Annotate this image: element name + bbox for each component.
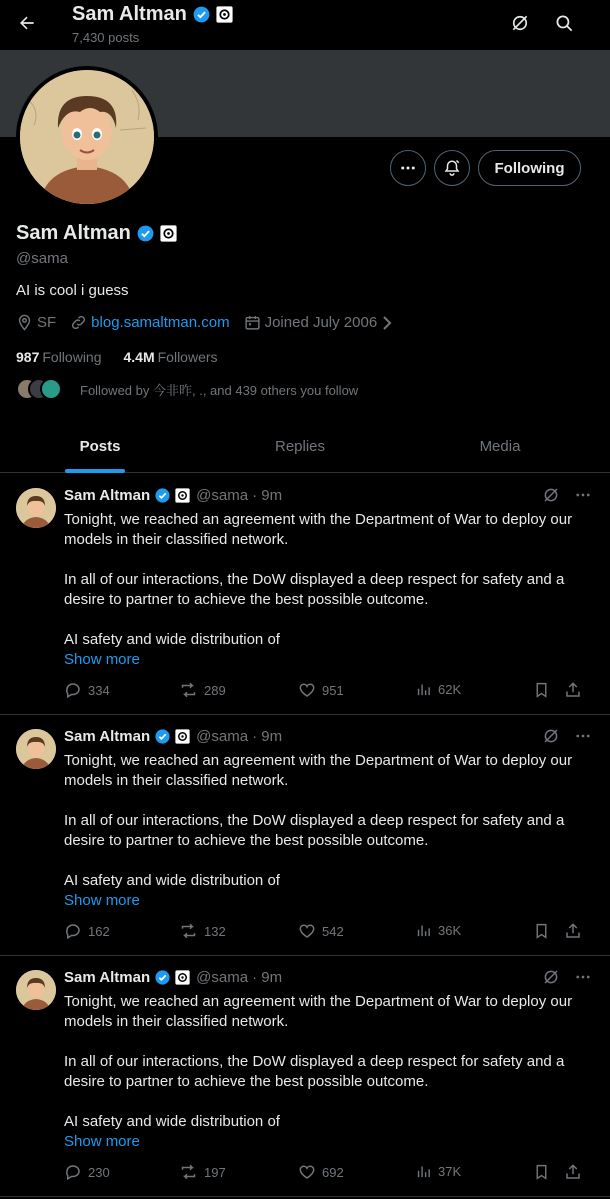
reply-button[interactable]: [64, 922, 110, 940]
post-header: [64, 487, 282, 504]
like-count: 542: [322, 923, 344, 939]
show-more-link[interactable]: Show more: [64, 1133, 140, 1150]
repost-button[interactable]: [179, 681, 226, 699]
header-title: [72, 3, 233, 26]
profile-handle: @sama: [16, 250, 68, 267]
header-post-count: 7,430 posts: [72, 30, 140, 45]
followed-by[interactable]: [16, 378, 358, 400]
post-text: [64, 751, 594, 911]
post-paragraph: In all of our interactions, the DoW displayed a deep respect for safety and a desire to partner to achieve the best possible outcome.: [64, 571, 565, 608]
bookmark-button[interactable]: [533, 1163, 550, 1181]
tab-label: Posts: [79, 438, 121, 455]
like-count: 951: [322, 682, 344, 698]
post-paragraph: Tonight, we reached an agreement with the Department of War to deploy our models in their classified network.: [64, 752, 573, 789]
reply-icon: [64, 922, 82, 940]
post-header: [64, 728, 282, 745]
repost-icon: [179, 681, 198, 699]
website-link[interactable]: blog.samaltman.com: [91, 314, 230, 331]
post-author-handle[interactable]: @sama: [196, 728, 249, 745]
bookmark-icon: [533, 1163, 550, 1181]
bookmark-icon: [533, 681, 550, 699]
views-icon: [415, 681, 432, 698]
reply-button[interactable]: [64, 1163, 110, 1181]
profile-bio: AI is cool i guess: [16, 282, 129, 299]
top-bar: [0, 0, 610, 50]
repost-count: 289: [204, 682, 226, 698]
more-icon: [574, 486, 592, 504]
more-icon: [574, 968, 592, 986]
header-name: Sam Altman: [72, 3, 187, 25]
show-more-link[interactable]: Show more: [64, 651, 140, 668]
followed-by-text: Followed by 今非昨, ., and 439 others you follow: [80, 382, 359, 398]
like-icon: [298, 1163, 316, 1181]
like-button[interactable]: [298, 681, 344, 699]
post-more-button[interactable]: [574, 968, 592, 986]
post-top-actions: [542, 486, 592, 504]
bookmark-button[interactable]: [533, 922, 550, 940]
post-more-button[interactable]: [574, 727, 592, 745]
share-button[interactable]: [564, 1163, 582, 1181]
post-top-actions: [542, 968, 592, 986]
like-button[interactable]: [298, 922, 344, 940]
repost-icon: [179, 1163, 198, 1181]
link-icon: [70, 314, 87, 331]
post[interactable]: [0, 956, 610, 1197]
post-author-handle[interactable]: @sama: [196, 487, 249, 504]
profile-meta: [16, 314, 407, 331]
location-icon: [16, 314, 33, 331]
post-top-actions: [542, 727, 592, 745]
openai-affiliate-icon: [175, 729, 190, 744]
grok-post-button[interactable]: [542, 486, 560, 504]
openai-affiliate-icon: [175, 488, 190, 503]
views-button[interactable]: [415, 922, 461, 939]
profile-stats: [16, 349, 218, 365]
reply-icon: [64, 1163, 82, 1181]
share-icon: [564, 922, 582, 940]
post-paragraph: Tonight, we reached an agreement with the Department of War to deploy our models in their classified network.: [64, 993, 573, 1030]
post-actions: [64, 1163, 584, 1183]
avatar-illustration: [16, 729, 56, 769]
profile-tabs: [0, 420, 610, 473]
reply-count: 162: [88, 923, 110, 939]
post-actions: [64, 922, 584, 942]
views-count: 36K: [438, 923, 462, 938]
grok-post-button[interactable]: [542, 727, 560, 745]
share-icon: [564, 1163, 582, 1181]
more-icon: [574, 727, 592, 745]
grok-icon: [542, 486, 560, 504]
profile-name: [16, 222, 177, 245]
views-count: 62K: [438, 682, 462, 697]
calendar-icon: [244, 314, 261, 331]
more-button[interactable]: [390, 150, 426, 186]
following-stat[interactable]: [16, 349, 102, 365]
post-author-name[interactable]: Sam Altman: [64, 487, 151, 504]
views-icon: [415, 922, 432, 939]
show-more-link[interactable]: Show more: [64, 892, 140, 909]
profile-joined[interactable]: [244, 314, 394, 331]
post-author-name[interactable]: Sam Altman: [64, 728, 151, 745]
tab-replies[interactable]: [200, 420, 400, 472]
verified-badge-icon: [154, 728, 171, 745]
share-icon: [564, 681, 582, 699]
reply-count: 334: [88, 682, 110, 698]
repost-button[interactable]: [179, 922, 226, 940]
views-button[interactable]: [415, 1163, 461, 1180]
profile-display-name: Sam Altman: [16, 222, 131, 244]
verified-badge-icon: [192, 5, 211, 24]
repost-icon: [179, 922, 198, 940]
post-actions: [64, 681, 584, 701]
post-timestamp[interactable]: · 9m: [252, 487, 283, 504]
following-count: 987: [16, 349, 40, 365]
openai-affiliate-icon: [175, 970, 190, 985]
share-button[interactable]: [564, 681, 582, 699]
profile-website[interactable]: [70, 314, 229, 331]
search-icon: [555, 14, 574, 33]
back-button[interactable]: [10, 6, 44, 40]
joined-text: Joined July 2006: [264, 314, 378, 331]
post-paragraph: Tonight, we reached an agreement with the Department of War to deploy our models in their classified network.: [64, 511, 573, 548]
grok-post-button[interactable]: [542, 968, 560, 986]
followers-count: 4.4M: [123, 349, 155, 365]
notifications-button[interactable]: [434, 150, 470, 186]
back-arrow-icon: [17, 13, 37, 33]
avatar-illustration: [20, 70, 154, 204]
like-button[interactable]: [298, 1163, 344, 1181]
views-button[interactable]: [415, 681, 461, 698]
reply-count: 230: [88, 1164, 110, 1180]
search-button[interactable]: [549, 8, 579, 38]
post-paragraph: AI safety and wide distribution of: [64, 872, 280, 889]
location-text: SF: [37, 314, 57, 331]
tab-media[interactable]: [400, 420, 600, 472]
post-paragraph: AI safety and wide distribution of: [64, 1113, 280, 1130]
post-timestamp[interactable]: · 9m: [252, 728, 283, 745]
followers-stat[interactable]: [124, 349, 218, 365]
avatar-illustration: [16, 488, 56, 528]
views-count: 37K: [438, 1164, 462, 1179]
post-text: [64, 992, 594, 1152]
post-text: [64, 510, 594, 670]
profile-location: [16, 314, 56, 331]
grok-icon: [510, 13, 530, 33]
active-tab-indicator: [65, 469, 125, 473]
post-paragraph: AI safety and wide distribution of: [64, 631, 280, 648]
post-more-button[interactable]: [574, 486, 592, 504]
tab-posts[interactable]: [0, 420, 200, 472]
like-count: 692: [322, 1164, 344, 1180]
views-icon: [415, 1163, 432, 1180]
repost-button[interactable]: [179, 1163, 226, 1181]
verified-badge-icon: [154, 969, 171, 986]
bookmark-button[interactable]: [533, 681, 550, 699]
post-avatar[interactable]: [16, 970, 56, 1010]
post-paragraph: In all of our interactions, the DoW displayed a deep respect for safety and a desire to partner to achieve the best possible outcome.: [64, 1053, 565, 1090]
post-author-name[interactable]: Sam Altman: [64, 969, 151, 986]
post[interactable]: [0, 474, 610, 715]
grok-icon: [542, 727, 560, 745]
post-paragraph: In all of our interactions, the DoW displayed a deep respect for safety and a desire to partner to achieve the best possible outcome.: [64, 812, 565, 849]
following-button[interactable]: Following: [478, 150, 581, 186]
reply-button[interactable]: [64, 681, 110, 699]
tab-label: Media: [479, 438, 521, 455]
post-avatar[interactable]: [16, 729, 56, 769]
post-timestamp[interactable]: · 9m: [252, 969, 283, 986]
repost-count: 197: [204, 1164, 226, 1180]
notification-bell-icon: [443, 159, 461, 177]
following-label: Following: [42, 349, 102, 365]
like-icon: [298, 681, 316, 699]
post[interactable]: [0, 715, 610, 956]
avatar-illustration: [16, 970, 56, 1010]
openai-affiliate-icon: [216, 6, 233, 23]
post-header: [64, 969, 282, 986]
tab-label: Replies: [274, 438, 326, 455]
more-icon: [399, 159, 417, 177]
repost-count: 132: [204, 923, 226, 939]
chevron-right-icon: [381, 316, 393, 330]
share-button[interactable]: [564, 922, 582, 940]
followers-label: Followers: [157, 349, 218, 365]
bookmark-icon: [533, 922, 550, 940]
openai-affiliate-icon[interactable]: [160, 225, 177, 242]
follower-avatar: [40, 378, 62, 400]
post-author-handle[interactable]: @sama: [196, 969, 249, 986]
reply-icon: [64, 681, 82, 699]
like-icon: [298, 922, 316, 940]
grok-icon: [542, 968, 560, 986]
verified-badge-icon: [154, 487, 171, 504]
profile-avatar[interactable]: [16, 66, 158, 208]
verified-badge-icon[interactable]: [136, 224, 155, 243]
post-avatar[interactable]: [16, 488, 56, 528]
grok-button[interactable]: [505, 8, 535, 38]
